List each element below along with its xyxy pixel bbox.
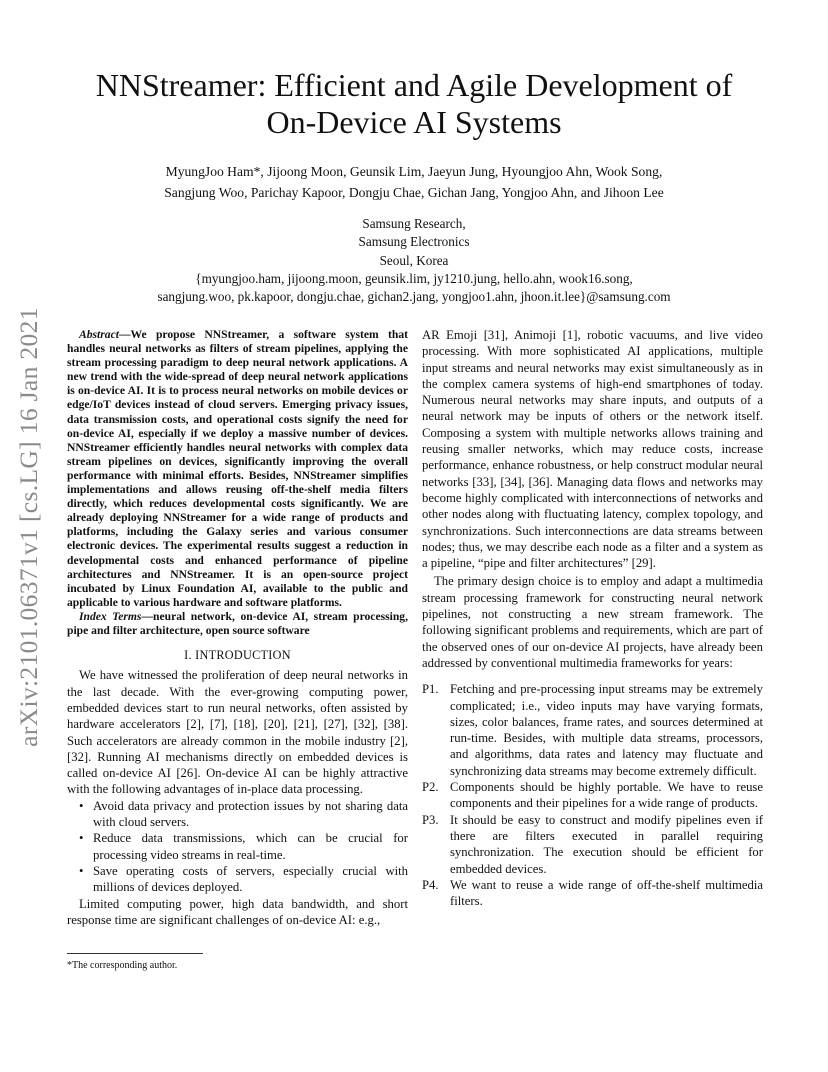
abstract-text: —We propose NNStreamer, a software system that handles neural networks as filters of stream pipelines, applying the stream processing paradigm to deep neural network applications. A new trend with the wide-spread of deep neural network applications is on-device AI. It is to process neural networks on mobile devices or edge/IoT devices instead of cloud servers. Emerging privacy issues, data transmission costs, and operational costs signify the need for on-device AI, especially if we deploy a massive number of devices. NNStreamer efficiently handles neural networks with complex data stream pipelines on devices, significantly improving the overall performance with minimal efforts. Besides, NNStreamer simplifies implementations and allows reusing off-the-shelf media filters directly, which reduces developmental costs significantly. We are already deploying NNStreamer for a wide range of products and platforms, including the Galaxy series and various consumer electronic devices. The experimental results suggest a reduction in developmental costs and enhanced performance of pipeline architectures and NNStreamer. It is an open-source project incubated by Linux Foundation AI, available to the public and applicable to various hardware and software platforms.: [67, 328, 408, 609]
affiliation-block: [0, 215, 828, 306]
bullet-text: Reduce data transmissions, which can be crucial for processing video streams in real-time.: [93, 831, 408, 862]
arxiv-stamp: [8, 293, 50, 760]
bullet-dot: •: [79, 863, 84, 878]
bullet-item: [67, 863, 408, 896]
problem-item: [422, 877, 763, 910]
right-paragraph-2: The primary design choice is to employ and adapt a multimedia stream processing framework for constructing neural network pipelines, not constructing a new stream framework. The following significant problems and requirements, which are part of the observed ones of our on-device AI projects, have already been addressed by conventional multimedia frameworks for years:: [422, 574, 763, 670]
problem-text: It should be easy to construct and modify pipelines even if there are filters executed in parallel requiring synchronization. The execution should be efficient for embedded devices.: [450, 812, 763, 876]
affiliation-line-2: Samsung Electronics: [358, 234, 470, 250]
arxiv-stamp-text: arXiv:2101.06371v1 [cs.LG] 16 Jan 2021: [14, 306, 43, 747]
problem-label: P3.: [422, 812, 439, 827]
footnote-rule: [67, 953, 203, 954]
right-column: [422, 327, 763, 909]
index-terms-text: —neural network, on-device AI, stream processing, pipe and filter architecture, open source software: [67, 609, 408, 637]
paper-title: [0, 67, 828, 141]
email-line-1: {myungjoo.ham, jijoong.moon, geunsik.lim, jy1210.jung, hello.ahn, wook16.song,: [195, 270, 633, 286]
problem-label: P4.: [422, 877, 439, 892]
bullet-text: Avoid data privacy and protection issues by not sharing data with cloud servers.: [93, 798, 408, 830]
index-terms-label: Index Terms: [79, 609, 142, 623]
index-terms: [67, 610, 408, 638]
problem-item: [422, 812, 763, 877]
bullet-item: [67, 830, 408, 863]
title-line-1: NNStreamer: Efficient and Agile Development of: [95, 67, 733, 103]
bullet-dot: •: [79, 831, 84, 846]
bullet-dot: •: [79, 798, 84, 813]
intro-paragraph-2: Limited computing power, high data bandwidth, and short response time are significant challenges of on-device AI: e.g.,: [67, 896, 408, 927]
title-line-2: On-Device AI Systems: [266, 104, 562, 140]
problem-text: Fetching and pre-processing input streams may be extremely complicated; i.e., video inputs may have varying formats, sizes, color balances, frame rates, and sources determined at run-time. Besides, with multiple data streams, processors, and algorithms, data rates and latency may fluctuate and synchronizing data streams may become extremely difficult.: [450, 682, 763, 778]
problem-text: Components should be highly portable. We have to reuse components and their pipelines for a wide range of products.: [450, 780, 763, 811]
section-heading: I. INTRODUCTION: [184, 648, 291, 663]
left-column: [67, 328, 408, 928]
authors-line-1: MyungJoo Ham*, Jijoong Moon, Geunsik Lim, Jaeyun Jung, Hyoungjoo Ahn, Wook Song,: [165, 164, 663, 179]
authors-line-2: Sangjung Woo, Parichay Kapoor, Dongju Chae, Gichan Jang, Yongjoo Ahn, and Jihoon Lee: [164, 185, 664, 200]
author-list: [0, 161, 828, 203]
abstract: [67, 328, 408, 610]
intro-paragraph-1: We have witnessed the proliferation of deep neural networks in the last decade. With the ever-growing computing power, embedded devices start to run neural networks, often assisted by hardware accelerators [2], [7], [18], [20], [21], [27], [32], [38]. Such accelerators are already common in the mobile industry [2], [32]. Running AI mechanisms directly on embedded devices is called on-device AI [26]. On-device AI can be highly attractive with the following advantages of in-place data processing.: [67, 668, 408, 797]
affiliation-line-3: Seoul, Korea: [379, 252, 449, 268]
affiliation-line-1: Samsung Research,: [362, 216, 466, 231]
problem-label: P2.: [422, 780, 439, 795]
right-paragraph-1: AR Emoji [31], Animoji [1], robotic vacuums, and live video processing. With more sophisticated AI applications, multiple input streams and neural networks may exist simultaneously as in the complex camera systems of high-end smartphones of today. Numerous neural networks may share inputs, and outputs of a neural network may be inputs of others or the network itself. Composing a system with multiple networks allows training and reusing smaller networks, which may reduce costs, increase performance, enhance robustness, or help construct modular neural networks [33], [34], [36]. Managing data flows and networks may become highly complicated with interconnections of networks and other nodes along with fluctuating latency, complex topology, and synchronizations. Such interconnections are data streams between nodes; thus, we may describe each node as a filter and a system as a pipeline, “pipe and filter architectures” [29].: [422, 328, 763, 571]
problem-text: We want to reuse a wide range of off-the-shelf multimedia filters.: [450, 877, 763, 909]
problem-list: [422, 681, 763, 909]
problem-item: [422, 779, 763, 812]
email-line-2: sangjung.woo, pk.kapoor, dongju.chae, gichan2.jang, yongjoo1.ahn, jhoon.it.lee}@samsung.com: [157, 289, 671, 305]
bullet-item: [67, 798, 408, 831]
bullet-text: Save operating costs of servers, especially crucial with millions of devices deployed.: [93, 863, 408, 895]
footnote: *The corresponding author.: [67, 960, 178, 971]
abstract-label: Abstract: [79, 328, 119, 341]
problem-item: [422, 681, 763, 779]
problem-label: P1.: [422, 682, 439, 697]
